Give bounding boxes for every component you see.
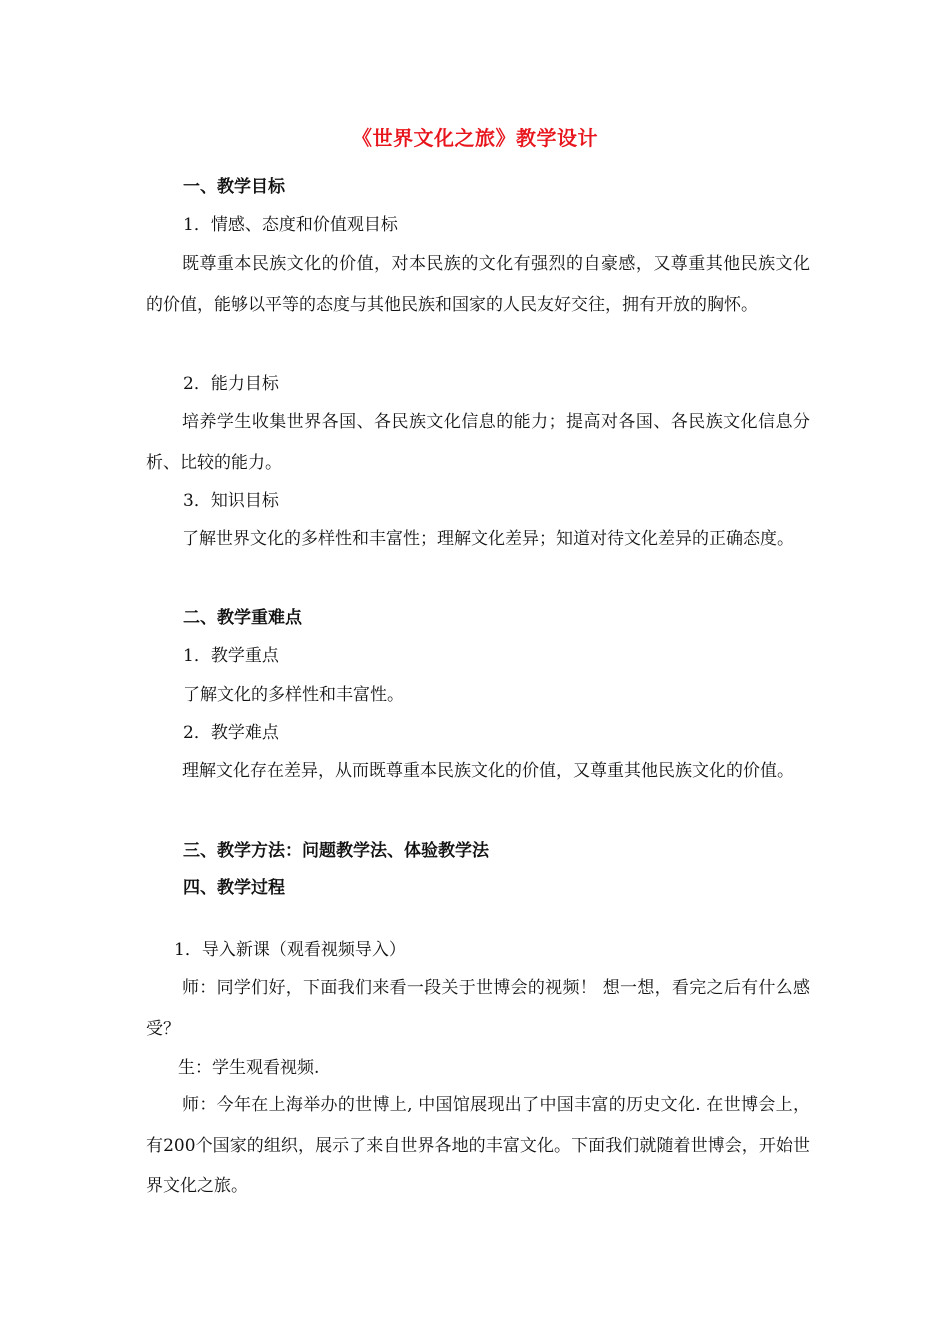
subheading-introduction: 1．导入新课（观看视频导入） bbox=[174, 940, 406, 960]
subheading-emotion-goals: 1．情感、态度和价值观目标 bbox=[183, 215, 398, 235]
subheading-knowledge-goals: 3．知识目标 bbox=[183, 491, 279, 511]
section-heading-key-points: 二、教学重难点 bbox=[183, 608, 302, 628]
paragraph-difficult-point: 理解文化存在差异，从而既尊重本民族文化的价值，又尊重其他民族文化的价值。 bbox=[182, 761, 794, 781]
paragraph-teacher-expo: 师：今年在上海举办的世博上, 中国馆展现出了中国丰富的历史文化. 在世博会上，有200个国家的组织，展示了来自世界各地的丰富文化。下面我们就随着世博会，开始世界文化之旅。 bbox=[146, 1095, 810, 1196]
section-heading-methods: 三、教学方法：问题教学法、体验教学法 bbox=[183, 841, 489, 861]
section-heading-objectives: 一、教学目标 bbox=[183, 177, 285, 197]
subheading-difficult-point: 2．教学难点 bbox=[183, 723, 279, 743]
paragraph-knowledge-goals: 了解世界文化的多样性和丰富性；理解文化差异；知道对待文化差异的正确态度。 bbox=[182, 529, 794, 549]
section-heading-process: 四、教学过程 bbox=[183, 878, 285, 898]
paragraph-teacher-question: 师：同学们好，下面我们来看一段关于世博会的视频！ 想一想，看完之后有什么感受？ bbox=[146, 978, 810, 1039]
document-title: 《世界文化之旅》教学设计 bbox=[352, 126, 598, 150]
paragraph-student-response: 生：学生观看视频. bbox=[178, 1058, 320, 1078]
paragraph-ability-goals: 培养学生收集世界各国、各民族文化信息的能力；提高对各国、各民族文化信息分析、比较的能力。 bbox=[146, 412, 810, 473]
paragraph-emotion-goals: 既尊重本民族文化的价值，对本民族的文化有强烈的自豪感，又尊重其他民族文化的价值，能够以平等的态度与其他民族和国家的人民友好交往，拥有开放的胸怀。 bbox=[146, 254, 810, 315]
subheading-ability-goals: 2．能力目标 bbox=[183, 374, 279, 394]
subheading-key-point: 1．教学重点 bbox=[183, 646, 279, 666]
paragraph-key-point: 了解文化的多样性和丰富性。 bbox=[183, 685, 404, 705]
